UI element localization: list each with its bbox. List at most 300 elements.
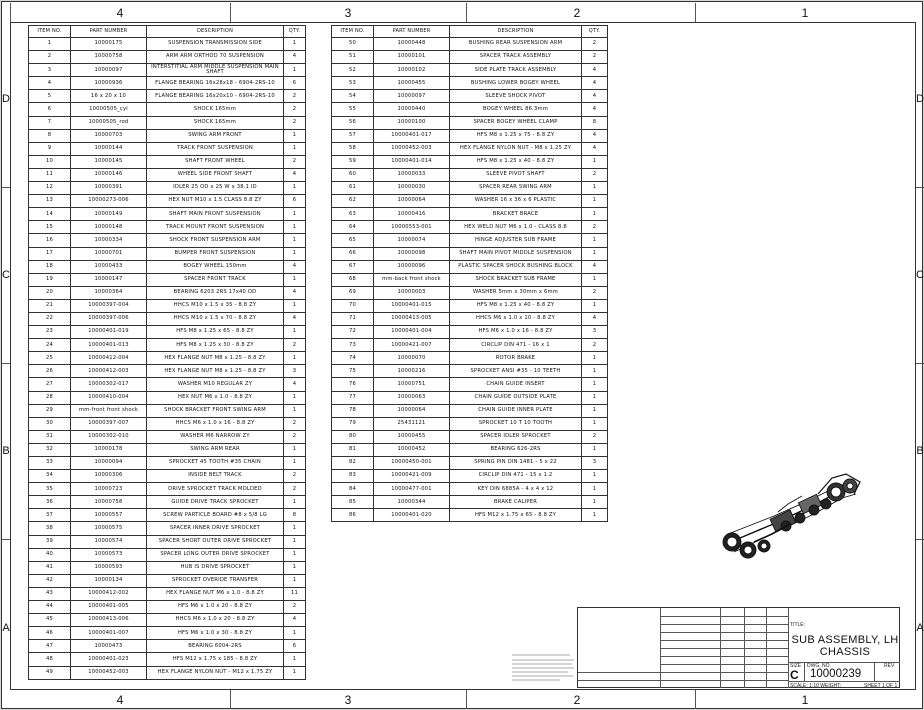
- bom-description: CIRCLIP DIN 471 - 15 x 1.2: [450, 470, 582, 483]
- bom-part-number: 10000149: [71, 208, 147, 221]
- bom-qty: 2: [284, 339, 306, 352]
- bom-description: WASHER M10 REGULAR ZY: [147, 378, 284, 391]
- bom-qty: 4: [284, 286, 306, 299]
- bom-qty: 1: [284, 129, 306, 142]
- bom-part-number: 10000334: [71, 234, 147, 247]
- bom-row: [29, 365, 306, 378]
- bom-part-number: 10000416: [374, 208, 450, 221]
- bom-row: [29, 509, 306, 522]
- bom-description: CHAIN GUIDE INNER PLATE: [450, 404, 582, 417]
- bom-description: SLEEVE SHOCK PIVOT: [450, 90, 582, 103]
- bom-description: HEX FLANGE NYLON NUT - M8 x 1.25 ZY: [450, 142, 582, 155]
- bom-part-number: 10000397-004: [71, 299, 147, 312]
- bom-description: ARM ARM ORTHOD 70 SUSPENSION: [147, 51, 284, 64]
- bom-description: SPACER IDLER SPROCKET: [450, 430, 582, 443]
- bom-item-no: 48: [29, 653, 71, 666]
- bom-description: BRACKET BRACE: [450, 208, 582, 221]
- bom-qty: 1: [582, 391, 608, 404]
- bom-item-no: 72: [332, 326, 374, 339]
- bom-item-no: 75: [332, 365, 374, 378]
- bom-item-no: 1: [29, 38, 71, 51]
- bom-part-number: 10000391: [71, 182, 147, 195]
- bom-description: HINGE ADJUSTER SUB FRAME: [450, 234, 582, 247]
- bom-row: [332, 234, 608, 247]
- bom-item-no: 10: [29, 155, 71, 168]
- bom-description: SUSPENSION TRANSMISSION SIDE: [147, 38, 284, 51]
- bom-item-no: 9: [29, 142, 71, 155]
- bom-item-no: 86: [332, 509, 374, 522]
- bom-row: [29, 470, 306, 483]
- bom-description: SPACER INNER DRIVE SPROCKET: [147, 522, 284, 535]
- bom-item-no: 24: [29, 339, 71, 352]
- bom-item-no: 33: [29, 457, 71, 470]
- bom-description: DRIVE SPROCKET TRACK MOLDED: [147, 483, 284, 496]
- bom-qty: 1: [582, 182, 608, 195]
- bom-part-number: 10000146: [71, 168, 147, 181]
- bom-row: [332, 378, 608, 391]
- bom-description: SPROCKET OVERIDE TRANSFER: [147, 574, 284, 587]
- bom-qty: 4: [582, 103, 608, 116]
- bom-part-number: 10000412-002: [71, 587, 147, 600]
- bom-item-no: 16: [29, 234, 71, 247]
- bom-row: [29, 483, 306, 496]
- bom-qty: 1: [284, 234, 306, 247]
- bom-description: HFS M6 x 1.0 x 20 - 8.8 ZY: [147, 601, 284, 614]
- bom-item-no: 83: [332, 470, 374, 483]
- bom-description: HHCS M10 x 1.5 x 70 - 8.8 ZY: [147, 312, 284, 325]
- bom-row: [29, 614, 306, 627]
- bom-qty: 1: [582, 509, 608, 522]
- bom-part-number: 10000097: [71, 64, 147, 77]
- bom-item-no: 17: [29, 247, 71, 260]
- bom-qty: 1: [284, 443, 306, 456]
- bom-description: ROTOR BRAKE: [450, 352, 582, 365]
- bom-item-no: 30: [29, 417, 71, 430]
- zone-col-label: 3: [344, 6, 352, 20]
- bom-row: [332, 208, 608, 221]
- bom-row: [332, 38, 608, 51]
- bom-row: [29, 129, 306, 142]
- bom-part-number: 10000936: [71, 77, 147, 90]
- bom-item-no: 22: [29, 312, 71, 325]
- bom-row: [332, 221, 608, 234]
- bom-qty: 1: [582, 247, 608, 260]
- bom-item-no: 28: [29, 391, 71, 404]
- bom-description: HEX WELD NUT M6 x 1.0 - CLASS 8.8: [450, 221, 582, 234]
- zone-row-label: D: [2, 93, 10, 105]
- bom-description: SIDE PLATE TRACK ASSEMBLY: [450, 64, 582, 77]
- bom-header-item: ITEM NO.: [29, 26, 71, 38]
- bom-part-number: 10000102: [374, 64, 450, 77]
- bom-description: HEX FLANGE NUT M6 x 1.0 - 8.8 ZY: [147, 587, 284, 600]
- bom-qty: 1: [582, 365, 608, 378]
- bom-item-no: 29: [29, 404, 71, 417]
- bom-part-number: 10000401-007: [71, 627, 147, 640]
- bom-row: [29, 404, 306, 417]
- scale-weight: SCALE: 1:10 WEIGHT:: [790, 683, 842, 689]
- bom-part-number: 10000421-007: [374, 339, 450, 352]
- bom-part-number: 10000421-009: [374, 470, 450, 483]
- bom-item-no: 47: [29, 640, 71, 653]
- bom-part-number: 10000553-001: [374, 221, 450, 234]
- bom-description: SPACER TRACK ASSEMBLY: [450, 51, 582, 64]
- bom-item-no: 56: [332, 116, 374, 129]
- bom-part-number: 10000302-017: [71, 378, 147, 391]
- bom-part-number: 10000448: [374, 38, 450, 51]
- bom-description: BUSHING REAR SUSPENSION ARM: [450, 38, 582, 51]
- bom-part-number: 10000397-006: [71, 312, 147, 325]
- bom-row: [332, 299, 608, 312]
- bom-qty: 1: [284, 38, 306, 51]
- bom-qty: 4: [582, 77, 608, 90]
- bom-part-number: 10000455: [374, 430, 450, 443]
- bom-row: [332, 51, 608, 64]
- bom-part-number: 10000440: [374, 103, 450, 116]
- bom-part-number: 10000574: [71, 535, 147, 548]
- zone-col-label: 1: [801, 6, 809, 20]
- bom-row: [29, 378, 306, 391]
- bom-description: WASHER M6 NARROW ZY: [147, 430, 284, 443]
- bom-body-right: [332, 38, 608, 522]
- bom-part-number: mm-front front shock: [71, 404, 147, 417]
- bom-item-no: 51: [332, 51, 374, 64]
- bom-item-no: 38: [29, 522, 71, 535]
- bom-row: [29, 64, 306, 77]
- bom-qty: 3: [582, 326, 608, 339]
- bom-row: [29, 457, 306, 470]
- bom-qty: 1: [284, 574, 306, 587]
- bom-description: HFS M8 x 1.25 x 40 - 8.8 ZY: [450, 299, 582, 312]
- bom-qty: 1: [284, 627, 306, 640]
- zone-row-label: B: [916, 445, 924, 457]
- bom-qty: 1: [284, 522, 306, 535]
- bom-description: SHOCK BRACKET SUB FRAME: [450, 273, 582, 286]
- bom-part-number: 10000401-023: [71, 653, 147, 666]
- bom-qty: 8: [284, 509, 306, 522]
- bom-row: [332, 417, 608, 430]
- bom-item-no: 13: [29, 195, 71, 208]
- bom-description: HHCS M6 x 1.0 x 16 - 8.8 ZY: [147, 417, 284, 430]
- bom-description: INSIDE BELT TRACK: [147, 470, 284, 483]
- bom-qty: 1: [284, 666, 306, 679]
- bom-part-number: 10000401-013: [71, 339, 147, 352]
- bom-part-number: mm-back front shock: [374, 273, 450, 286]
- bom-qty: 4: [284, 312, 306, 325]
- bom-part-number: 10000412-003: [71, 365, 147, 378]
- bom-part-number: 10000452-003: [374, 142, 450, 155]
- bom-row: [332, 286, 608, 299]
- bom-part-number: 10000505_rod: [71, 116, 147, 129]
- bom-description: SLEEVE PIVOT SHAFT: [450, 168, 582, 181]
- drawing-sheet: [1, 1, 923, 709]
- bom-row: [332, 155, 608, 168]
- bom-qty: 4: [582, 312, 608, 325]
- bom-qty: 2: [582, 38, 608, 51]
- bom-qty: 2: [582, 430, 608, 443]
- bom-row: [29, 116, 306, 129]
- zone-row-label: C: [2, 269, 10, 281]
- bom-description: BUMPER FRONT SUSPENSION: [147, 247, 284, 260]
- bom-item-no: 2: [29, 51, 71, 64]
- bom-row: [332, 142, 608, 155]
- bom-qty: 1: [284, 496, 306, 509]
- bom-part-number: 10000074: [374, 234, 450, 247]
- bom-qty: 1: [582, 483, 608, 496]
- bom-qty: 1: [284, 208, 306, 221]
- bom-qty: 1: [582, 299, 608, 312]
- bom-item-no: 49: [29, 666, 71, 679]
- bom-part-number: 10000094: [71, 457, 147, 470]
- bom-row: [332, 352, 608, 365]
- bom-row: [29, 391, 306, 404]
- bom-item-no: 36: [29, 496, 71, 509]
- bom-item-no: 70: [332, 299, 374, 312]
- bom-part-number: 10000433: [71, 260, 147, 273]
- bom-item-no: 66: [332, 247, 374, 260]
- bom-description: HFS M8 x 1.25 x 30 - 8.8 ZY: [147, 339, 284, 352]
- bom-row: [29, 77, 306, 90]
- dwg-no-label: DWG. NO.: [807, 663, 831, 669]
- bom-part-number: 10000758: [71, 51, 147, 64]
- bom-qty: 4: [582, 142, 608, 155]
- bom-row: [29, 352, 306, 365]
- bom-description: SPACER LONG OUTER DRIVE SPROCKET: [147, 548, 284, 561]
- bom-description: PLASTIC SPACER SHOCK BUSHING BLOCK: [450, 260, 582, 273]
- bom-description: SPRING PIN DIN 1481 - 5 x 22: [450, 457, 582, 470]
- bom-part-number: 10000134: [71, 574, 147, 587]
- bom-row: [29, 417, 306, 430]
- bom-item-no: 21: [29, 299, 71, 312]
- bom-description: HFS M12 x 1.75 x 185 - 8.8 ZY: [147, 653, 284, 666]
- bom-part-number: 10000413-006: [71, 614, 147, 627]
- bom-description: SPACER FRONT TRACK: [147, 273, 284, 286]
- bom-description: HEX FLANGE NUT M8 x 1.25 - 8.8 ZY: [147, 352, 284, 365]
- bom-part-number: 10000302-010: [71, 430, 147, 443]
- bom-part-number: 10000063: [374, 391, 450, 404]
- bom-part-number: 10000557: [71, 509, 147, 522]
- bom-part-number: 10000455: [374, 77, 450, 90]
- bom-item-no: 74: [332, 352, 374, 365]
- zone-row-label: A: [916, 622, 924, 634]
- bom-part-number: 10000033: [374, 168, 450, 181]
- bom-item-no: 6: [29, 103, 71, 116]
- bom-item-no: 18: [29, 260, 71, 273]
- sheet-size: C: [790, 668, 799, 682]
- bom-item-no: 81: [332, 443, 374, 456]
- proprietary-notice: [510, 652, 578, 686]
- bom-row: [29, 273, 306, 286]
- bom-item-no: 76: [332, 378, 374, 391]
- bom-description: KEY DIN 6885A - 4 x 4 x 12: [450, 483, 582, 496]
- bom-item-no: 58: [332, 142, 374, 155]
- bom-row: [29, 627, 306, 640]
- bom-description: SHAFT MAIN FRONT SUSPENSION: [147, 208, 284, 221]
- bom-description: WASHER 16 x 36 x 6 PLASTIC: [450, 195, 582, 208]
- bom-item-no: 35: [29, 483, 71, 496]
- bom-qty: 1: [284, 653, 306, 666]
- bom-item-no: 42: [29, 574, 71, 587]
- bom-description: INTERSTITIAL ARM MIDDLE SUSPENSION MAIN SHAFT: [147, 64, 284, 77]
- bom-item-no: 50: [332, 38, 374, 51]
- bom-item-no: 64: [332, 221, 374, 234]
- bom-qty: 2: [582, 168, 608, 181]
- bom-qty: 6: [284, 77, 306, 90]
- bom-row: [29, 90, 306, 103]
- bom-item-no: 8: [29, 129, 71, 142]
- bom-qty: 2: [284, 155, 306, 168]
- bom-row: [332, 182, 608, 195]
- bom-qty: 1: [284, 142, 306, 155]
- bom-row: [29, 195, 306, 208]
- bom-header-qty: QTY.: [284, 26, 306, 38]
- zone-col-label: 1: [801, 693, 809, 707]
- bom-item-no: 14: [29, 208, 71, 221]
- bom-item-no: 62: [332, 195, 374, 208]
- bom-description: SPROCKET ANSI #35 - 10 TEETH: [450, 365, 582, 378]
- bom-row: [29, 103, 306, 116]
- bom-qty: 4: [582, 129, 608, 142]
- bom-part-number: 10000175: [71, 38, 147, 51]
- bom-qty: 2: [582, 221, 608, 234]
- bom-item-no: 39: [29, 535, 71, 548]
- bom-description: SHOCK FRONT SUSPENSION ARM: [147, 234, 284, 247]
- bom-qty: 6: [284, 195, 306, 208]
- bom-description: SPACER SHORT OUTER DRIVE SPROCKET: [147, 535, 284, 548]
- bom-item-no: 43: [29, 587, 71, 600]
- bom-row: [29, 312, 306, 325]
- zone-bar-top: [10, 3, 916, 22]
- bom-qty: 4: [284, 168, 306, 181]
- bom-item-no: 32: [29, 443, 71, 456]
- bom-header-qty: QTY.: [582, 26, 608, 38]
- bom-header-desc: DESCRIPTION: [147, 26, 284, 38]
- drawing-title: SUB ASSEMBLY, LH CHASSIS: [791, 634, 899, 658]
- bom-qty: 1: [582, 470, 608, 483]
- bom-item-no: 60: [332, 168, 374, 181]
- bom-description: HEX NUT M10 x 1.5 CLASS 8.8 ZY: [147, 195, 284, 208]
- bom-description: HFS M12 x 1.75 x 65 - 8.8 ZY: [450, 509, 582, 522]
- bom-part-number: 10000413-005: [374, 312, 450, 325]
- zone-col-label: 2: [573, 693, 581, 707]
- bom-row: [332, 443, 608, 456]
- bom-part-number: 10000401-014: [374, 155, 450, 168]
- bom-qty: 1: [582, 404, 608, 417]
- bom-description: SWING ARM REAR: [147, 443, 284, 456]
- bom-description: CIRCLIP DIN 471 - 16 x 1: [450, 339, 582, 352]
- bom-row: [29, 208, 306, 221]
- bom-description: IDLER 25 OD x 25 W x 38.1 ID: [147, 182, 284, 195]
- rev-label: REV: [884, 663, 895, 669]
- bom-row: [332, 326, 608, 339]
- bom-qty: 2: [284, 601, 306, 614]
- bom-item-no: 53: [332, 77, 374, 90]
- zone-bar-left: [2, 22, 10, 690]
- bom-qty: 2: [284, 483, 306, 496]
- bom-qty: 1: [284, 64, 306, 77]
- bom-description: HHCS M6 x 1.0 x 10 - 8.8 ZY: [450, 312, 582, 325]
- bom-part-number: 10000410-004: [71, 391, 147, 404]
- bom-part-number: 10000452-003: [71, 666, 147, 679]
- bom-qty: 4: [582, 90, 608, 103]
- bom-qty: 1: [582, 417, 608, 430]
- bom-part-number: 10000397-007: [71, 417, 147, 430]
- bom-description: HFS M6 x 1.0 x 30 - 8.8 ZY: [147, 627, 284, 640]
- zone-col-label: 4: [116, 693, 124, 707]
- bom-description: BOGEY WHEEL 86.3mm: [450, 103, 582, 116]
- bom-description: HHCS M10 x 1.5 x 35 - 8.8 ZY: [147, 299, 284, 312]
- bom-qty: 4: [582, 64, 608, 77]
- bom-part-number: 10000575: [71, 522, 147, 535]
- bom-description: GUIDE DRIVE TRACK SPROCKET: [147, 496, 284, 509]
- bom-header-row: [29, 26, 306, 38]
- bom-part-number: 10000593: [71, 561, 147, 574]
- bom-qty: 1: [284, 548, 306, 561]
- bom-item-no: 5: [29, 90, 71, 103]
- bom-row: [29, 574, 306, 587]
- bom-qty: 1: [284, 391, 306, 404]
- bom-item-no: 78: [332, 404, 374, 417]
- zone-col-label: 2: [573, 6, 581, 20]
- bom-part-number: 10000751: [374, 378, 450, 391]
- bom-description: BOGEY WHEEL 150mm: [147, 260, 284, 273]
- bom-item-no: 84: [332, 483, 374, 496]
- bom-row: [29, 51, 306, 64]
- bom-row: [332, 90, 608, 103]
- bom-qty: 1: [582, 208, 608, 221]
- bom-table-right: [331, 25, 608, 522]
- bom-item-no: 40: [29, 548, 71, 561]
- bom-part-number: 10000401-004: [374, 326, 450, 339]
- bom-part-number: 10000401-005: [71, 601, 147, 614]
- bom-item-no: 63: [332, 208, 374, 221]
- bom-description: SPROCKET 45 TOOTH #35 CHAIN: [147, 457, 284, 470]
- bom-item-no: 7: [29, 116, 71, 129]
- bom-header-item: ITEM NO.: [332, 26, 374, 38]
- bom-row: [29, 221, 306, 234]
- bom-qty: 11: [284, 587, 306, 600]
- bom-description: HHCS M6 x 1.0 x 20 - 8.8 ZY: [147, 614, 284, 627]
- bom-part-number: 10000178: [71, 443, 147, 456]
- bom-part-number: 10000573: [71, 548, 147, 561]
- bom-row: [332, 103, 608, 116]
- bom-qty: 1: [582, 234, 608, 247]
- bom-description: HFS M8 x 1.25 x 40 - 8.8 ZY: [450, 155, 582, 168]
- bom-qty: 1: [284, 457, 306, 470]
- bom-row: [29, 496, 306, 509]
- bom-qty: 3: [284, 365, 306, 378]
- bom-description: CHAIN GUIDE OUTSIDE PLATE: [450, 391, 582, 404]
- bom-qty: 4: [284, 378, 306, 391]
- bom-part-number: 10000273-006: [71, 195, 147, 208]
- bom-part-number: 10000096: [374, 260, 450, 273]
- bom-item-no: 71: [332, 312, 374, 325]
- bom-row: [29, 38, 306, 51]
- bom-part-number: 10000097: [374, 90, 450, 103]
- bom-row: [29, 339, 306, 352]
- bom-description: TRACK MOUNT FRONT SUSPENSION: [147, 221, 284, 234]
- bom-row: [29, 260, 306, 273]
- bom-row: [332, 457, 608, 470]
- bom-row: [332, 247, 608, 260]
- bom-description: SHOCK 165mm: [147, 103, 284, 116]
- bom-description: SHAFT MAIN PIVOT MIDDLE SUSPENSION: [450, 247, 582, 260]
- bom-row: [332, 509, 608, 522]
- bom-header-row: [332, 26, 608, 38]
- bom-row: [29, 535, 306, 548]
- bom-row: [29, 666, 306, 679]
- size-label: SIZE: [790, 663, 802, 669]
- bom-qty: 1: [582, 195, 608, 208]
